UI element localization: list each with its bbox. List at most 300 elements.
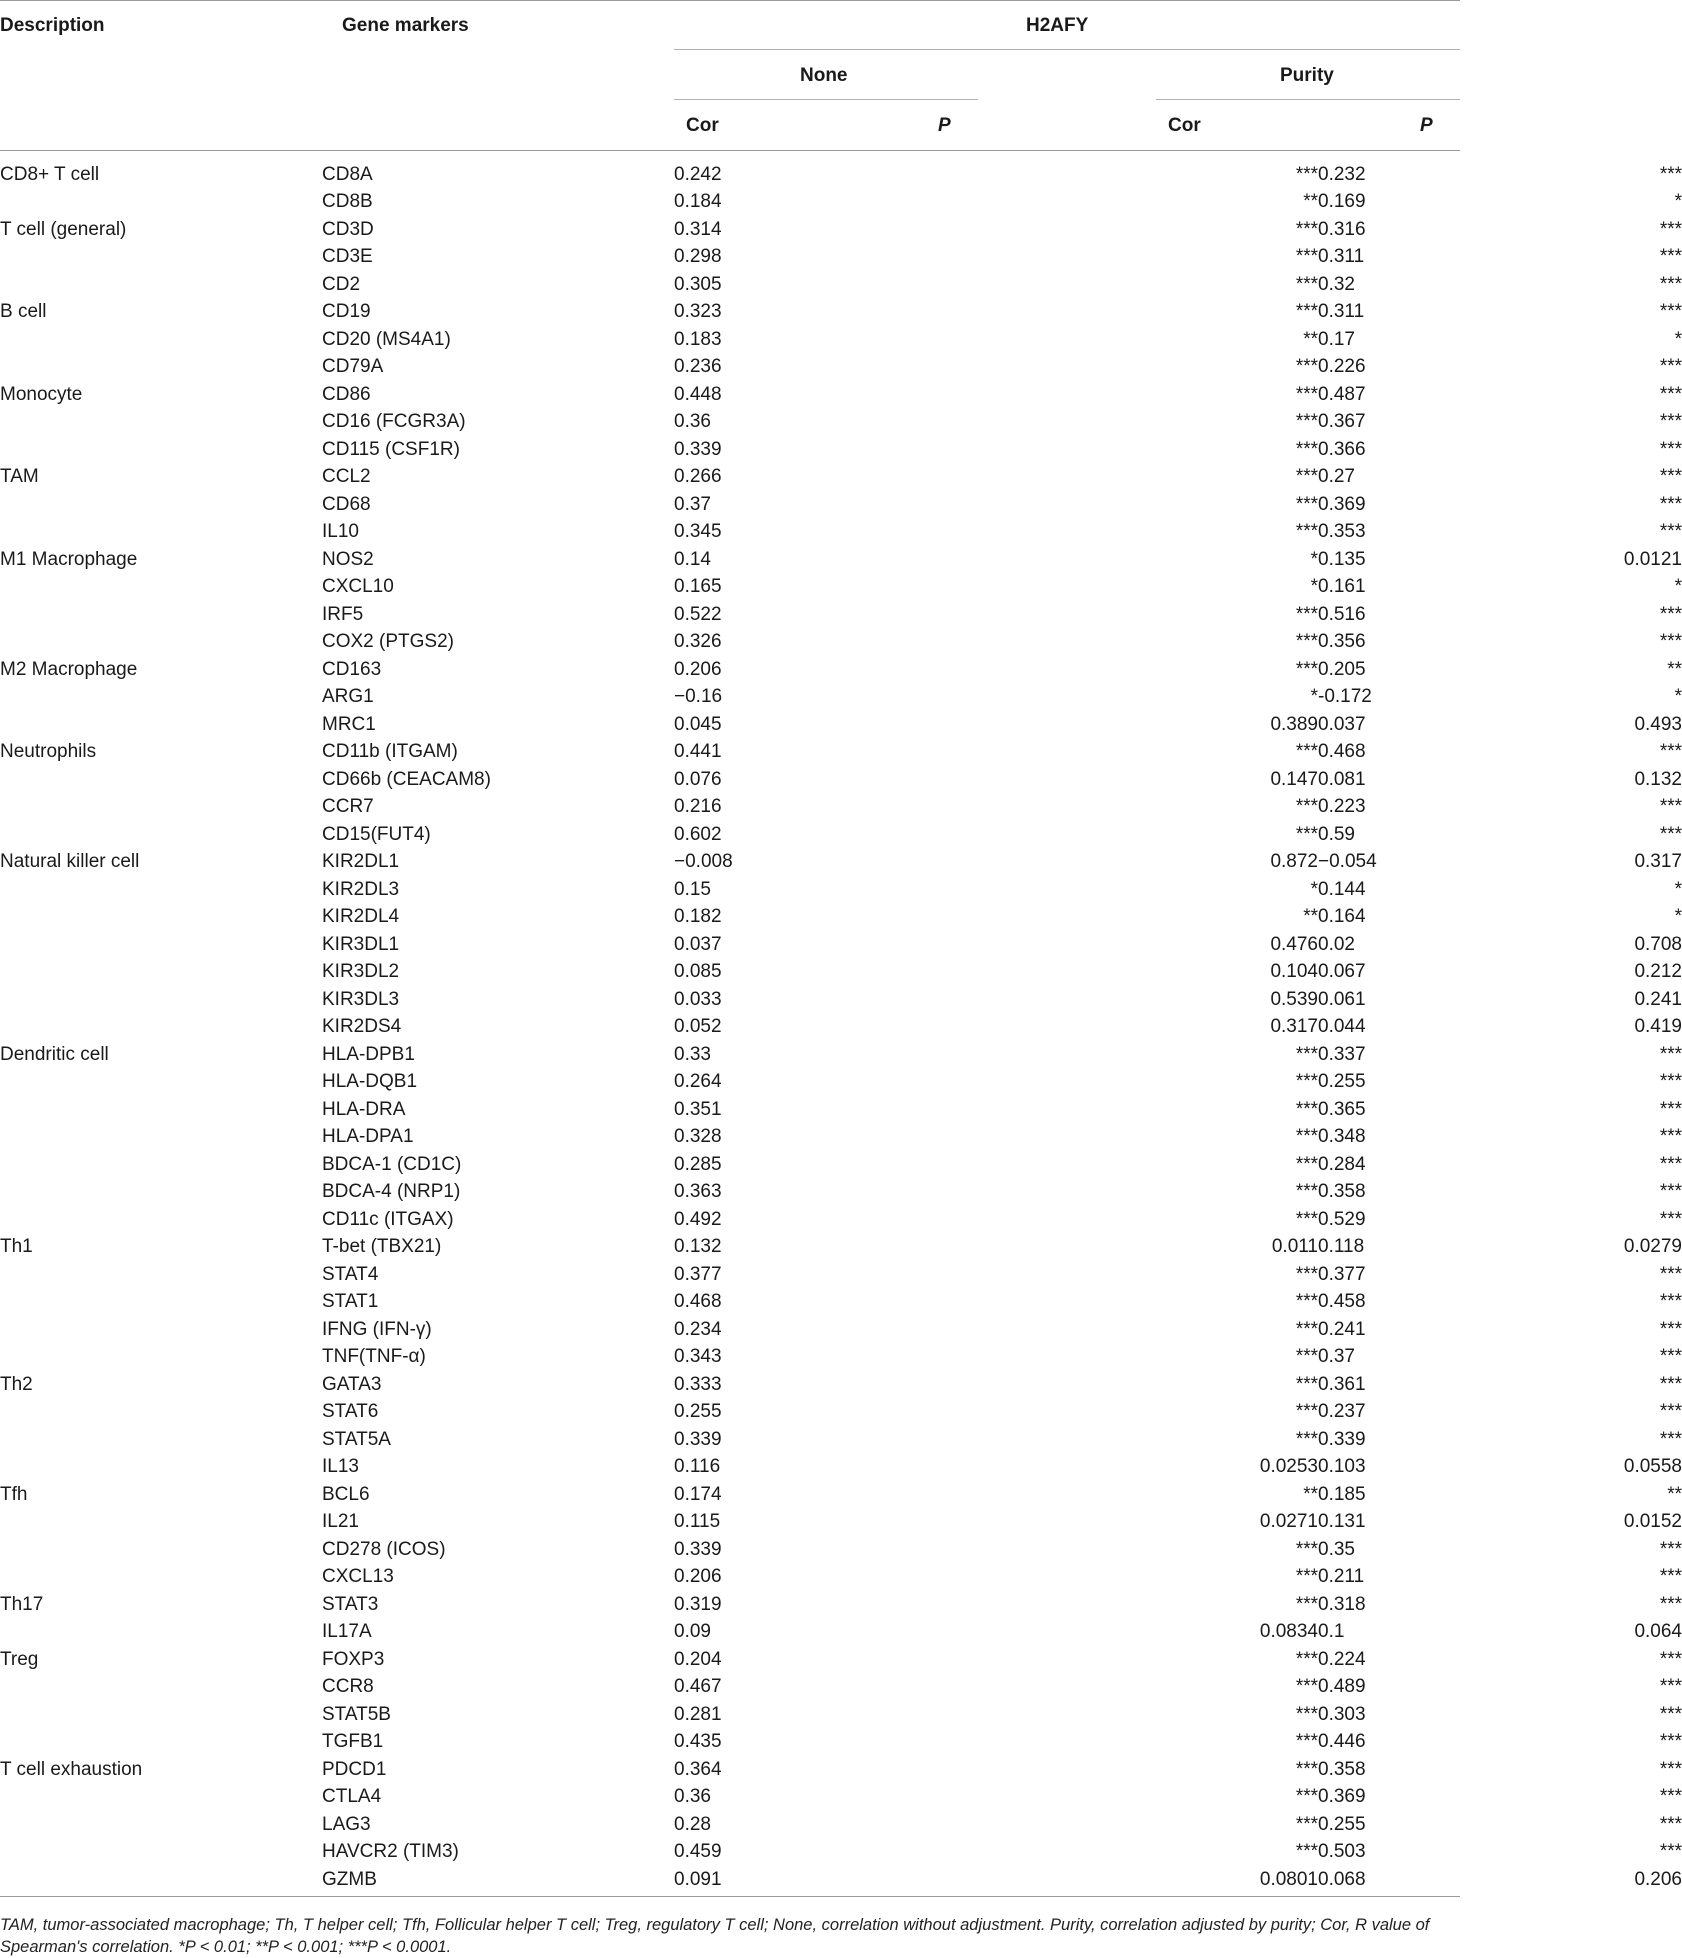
cell-gene-marker: CD115 (CSF1R)	[322, 438, 460, 460]
cell-p-purity: ***	[1659, 1373, 1682, 1395]
cell-gene-marker: CD8B	[322, 191, 373, 213]
cell-cor-purity: 0.377	[1318, 1263, 1366, 1285]
cell-description	[0, 1619, 322, 1647]
table-row	[0, 1069, 1682, 1097]
header-bottom-rule	[0, 150, 1460, 151]
cell-gene-marker: CD11b (ITGAM)	[322, 741, 458, 763]
cell-cor-none: 0.459	[674, 1841, 722, 1863]
cell-cor-purity: 0.223	[1318, 796, 1366, 818]
cell-p-purity: ***	[1659, 1731, 1682, 1753]
cell-p-purity: *	[1674, 906, 1682, 928]
cell-gene-marker: MRC1	[322, 713, 376, 735]
cell-cor-purity: 0.318	[1318, 1593, 1366, 1615]
top-rule	[0, 0, 1460, 1]
table-row	[0, 299, 1682, 327]
cell-cor-purity: 0.337	[1318, 1043, 1366, 1065]
cell-p-none: ***	[1295, 1346, 1318, 1368]
cell-description: CD8+ T cell	[0, 163, 100, 185]
header-gene-markers: Gene markers	[342, 15, 469, 36]
table-row	[0, 1014, 1682, 1042]
cell-p-purity: ***	[1659, 246, 1682, 268]
cell-cor-none: 0.345	[674, 521, 722, 543]
cell-description: Natural killer cell	[0, 851, 140, 873]
cell-description: Th17	[0, 1593, 44, 1615]
cell-p-none: 0.317	[1270, 1016, 1318, 1038]
cell-p-purity: ***	[1659, 1676, 1682, 1698]
cell-gene-marker: IRF5	[322, 603, 364, 625]
cell-cor-none: 0.339	[674, 438, 722, 460]
cell-cor-none: 0.281	[674, 1703, 722, 1725]
cell-gene-marker: CD20 (MS4A1)	[322, 328, 451, 350]
cell-cor-none: 0.323	[674, 301, 722, 323]
cell-p-none: ***	[1295, 301, 1318, 323]
cell-cor-none: 0.234	[674, 1318, 722, 1340]
cell-cor-purity: 0.1	[1318, 1621, 1345, 1643]
cell-cor-none: 0.448	[674, 383, 722, 405]
cell-description: M2 Macrophage	[0, 658, 138, 680]
cell-gene-marker: HLA-DQB1	[322, 1071, 418, 1093]
header-purity-rule	[1156, 99, 1460, 100]
cell-p-purity: ***	[1659, 1291, 1682, 1313]
cell-gene-marker: HLA-DRA	[322, 1098, 406, 1120]
cell-p-purity: 0.708	[1634, 933, 1682, 955]
cell-description	[0, 354, 322, 382]
cell-cor-none: 0.206	[674, 658, 722, 680]
cell-p-purity: ***	[1659, 1538, 1682, 1560]
cell-gene-marker: IL13	[322, 1456, 359, 1478]
cell-gene-marker: STAT1	[322, 1291, 379, 1313]
cell-gene-marker: TGFB1	[322, 1731, 384, 1753]
cell-cor-purity: 0.303	[1318, 1703, 1366, 1725]
cell-p-purity: 0.206	[1634, 1868, 1682, 1890]
table-row	[0, 244, 1682, 272]
cell-cor-purity: 0.17	[1318, 328, 1355, 350]
cell-p-none: ***	[1295, 1758, 1318, 1780]
header-cor-none: Cor	[686, 115, 719, 136]
cell-description	[0, 1839, 322, 1867]
cell-gene-marker: CD86	[322, 383, 371, 405]
cell-cor-none: 0.115	[674, 1511, 721, 1533]
header-span-rule	[674, 49, 1460, 50]
cell-p-none: ***	[1295, 658, 1318, 680]
cell-cor-none: 0.165	[674, 576, 722, 598]
cell-p-none: ***	[1295, 1593, 1318, 1615]
table-row	[0, 464, 1682, 492]
cell-description	[0, 1509, 322, 1537]
cell-cor-none: 0.085	[674, 961, 722, 983]
cell-gene-marker: HLA-DPA1	[322, 1126, 414, 1148]
cell-description	[0, 711, 322, 739]
cell-p-none: ***	[1295, 1731, 1318, 1753]
cell-p-purity: *	[1674, 328, 1682, 350]
cell-p-none: ***	[1295, 1566, 1318, 1588]
cell-cor-purity: 0.516	[1318, 603, 1366, 625]
cell-cor-none: 0.328	[674, 1126, 722, 1148]
cell-gene-marker: KIR3DL3	[322, 988, 400, 1010]
table-row	[0, 326, 1682, 354]
cell-p-none: ***	[1295, 383, 1318, 405]
cell-p-none: ***	[1295, 246, 1318, 268]
cell-p-purity: ***	[1659, 218, 1682, 240]
table-row	[0, 1866, 1682, 1894]
cell-cor-purity: 0.348	[1318, 1126, 1366, 1148]
cell-gene-marker: CD3D	[322, 218, 374, 240]
cell-cor-none: 0.174	[674, 1483, 722, 1505]
table-row	[0, 1234, 1682, 1262]
cell-description	[0, 1866, 322, 1894]
table-row	[0, 1536, 1682, 1564]
cell-gene-marker: T-bet (TBX21)	[322, 1236, 442, 1258]
cell-cor-purity: 0.255	[1318, 1071, 1366, 1093]
cell-description	[0, 326, 322, 354]
cell-cor-purity: 0.205	[1318, 658, 1366, 680]
table-row	[0, 1811, 1682, 1839]
cell-p-none: ***	[1295, 273, 1318, 295]
cell-description	[0, 1096, 322, 1124]
cell-p-none: ***	[1295, 1071, 1318, 1093]
cell-cor-purity: 0.118	[1318, 1236, 1365, 1258]
cell-p-none: ***	[1295, 1318, 1318, 1340]
cell-description	[0, 931, 322, 959]
cell-p-purity: 0.419	[1634, 1016, 1682, 1038]
cell-p-none: *	[1310, 878, 1318, 900]
cell-description	[0, 1811, 322, 1839]
cell-cor-none: −0.16	[674, 686, 723, 708]
table-row	[0, 711, 1682, 739]
cell-p-none: 0.0834	[1259, 1621, 1318, 1643]
cell-gene-marker: STAT3	[322, 1593, 379, 1615]
cell-p-none: ***	[1295, 1401, 1318, 1423]
cell-p-purity: ***	[1659, 823, 1682, 845]
cell-description: Tfh	[0, 1483, 28, 1505]
cell-p-purity: 0.064	[1634, 1621, 1682, 1643]
cell-p-none: ***	[1295, 1181, 1318, 1203]
cell-cor-none: 0.33	[674, 1043, 711, 1065]
cell-p-none: ***	[1295, 823, 1318, 845]
table-row	[0, 1151, 1682, 1179]
cell-gene-marker: STAT4	[322, 1263, 379, 1285]
cell-p-purity: ***	[1659, 1566, 1682, 1588]
cell-cor-purity: 0.284	[1318, 1153, 1366, 1175]
cell-p-purity: ***	[1659, 1126, 1682, 1148]
cell-cor-none: 0.305	[674, 273, 722, 295]
cell-description	[0, 1206, 322, 1234]
cell-p-none: ***	[1295, 521, 1318, 543]
table-row	[0, 1454, 1682, 1482]
cell-cor-none: 0.242	[674, 163, 722, 185]
table-row	[0, 1756, 1682, 1784]
cell-cor-none: 0.435	[674, 1731, 722, 1753]
cell-gene-marker: KIR2DL4	[322, 906, 400, 928]
cell-p-none: 0.104	[1270, 961, 1318, 983]
cell-p-purity: ***	[1659, 1181, 1682, 1203]
cell-p-purity: ***	[1659, 796, 1682, 818]
cell-gene-marker: COX2 (PTGS2)	[322, 631, 454, 653]
cell-p-none: ***	[1295, 466, 1318, 488]
cell-gene-marker: BCL6	[322, 1483, 370, 1505]
header-p-purity: P	[1420, 115, 1433, 136]
table-row	[0, 1041, 1682, 1069]
cell-p-purity: ***	[1659, 301, 1682, 323]
table-row	[0, 794, 1682, 822]
cell-gene-marker: KIR3DL1	[322, 933, 400, 955]
cell-p-none: ***	[1295, 1813, 1318, 1835]
cell-p-purity: ***	[1659, 383, 1682, 405]
cell-p-purity: ***	[1659, 521, 1682, 543]
cell-cor-none: 0.441	[674, 741, 722, 763]
cell-cor-purity: 0.487	[1318, 383, 1366, 405]
cell-cor-purity: 0.037	[1318, 713, 1366, 735]
table-row	[0, 931, 1682, 959]
cell-p-purity: 0.212	[1634, 961, 1682, 983]
cell-cor-purity: 0.503	[1318, 1841, 1366, 1863]
cell-gene-marker: CD19	[322, 301, 371, 323]
cell-p-purity: ***	[1659, 1318, 1682, 1340]
cell-cor-purity: 0.161	[1318, 576, 1366, 598]
cell-cor-purity: 0.311	[1318, 301, 1365, 323]
cell-cor-none: 0.183	[674, 328, 722, 350]
cell-p-none: ***	[1295, 1538, 1318, 1560]
cell-cor-none: 0.14	[674, 548, 711, 570]
cell-cor-none: 0.492	[674, 1208, 722, 1230]
cell-gene-marker: HAVCR2 (TIM3)	[322, 1841, 459, 1863]
cell-gene-marker: CCR7	[322, 796, 374, 818]
cell-cor-none: 0.216	[674, 796, 722, 818]
table-row	[0, 821, 1682, 849]
cell-p-none: ***	[1295, 1786, 1318, 1808]
cell-cor-purity: 0.27	[1318, 466, 1355, 488]
cell-cor-none: 0.182	[674, 906, 722, 928]
cell-description	[0, 1399, 322, 1427]
table-row	[0, 1289, 1682, 1317]
table-row	[0, 629, 1682, 657]
table-row	[0, 1646, 1682, 1674]
cell-gene-marker: CD66b (CEACAM8)	[322, 768, 491, 790]
cell-description: Dendritic cell	[0, 1043, 109, 1065]
cell-gene-marker: PDCD1	[322, 1758, 387, 1780]
cell-p-purity: *	[1674, 878, 1682, 900]
cell-p-none: ***	[1295, 1648, 1318, 1670]
table-row	[0, 1619, 1682, 1647]
cell-p-purity: ***	[1659, 1703, 1682, 1725]
cell-description: Th1	[0, 1236, 33, 1258]
cell-cor-none: 0.091	[674, 1868, 722, 1890]
cell-description	[0, 876, 322, 904]
cell-p-none: 0.0801	[1259, 1868, 1318, 1890]
table-row	[0, 904, 1682, 932]
cell-p-purity: 0.0121	[1623, 548, 1682, 570]
table-row	[0, 519, 1682, 547]
cell-cor-purity: 0.356	[1318, 631, 1366, 653]
cell-description	[0, 1316, 322, 1344]
cell-p-none: ***	[1295, 438, 1318, 460]
cell-gene-marker: CD79A	[322, 356, 384, 378]
table-row	[0, 1509, 1682, 1537]
cell-cor-none: 0.28	[674, 1813, 711, 1835]
cell-cor-purity: 0.367	[1318, 411, 1366, 433]
cell-p-none: *	[1310, 576, 1318, 598]
cell-p-purity: ***	[1659, 603, 1682, 625]
cell-gene-marker: FOXP3	[322, 1648, 385, 1670]
cell-cor-none: 0.351	[674, 1098, 722, 1120]
cell-p-purity: ***	[1659, 1428, 1682, 1450]
cell-p-purity: ***	[1659, 273, 1682, 295]
cell-p-purity: *	[1674, 686, 1682, 708]
cell-cor-none: 0.255	[674, 1401, 722, 1423]
cell-p-purity: ***	[1659, 631, 1682, 653]
cell-p-purity: 0.493	[1634, 713, 1682, 735]
cell-p-none: ***	[1295, 1841, 1318, 1863]
cell-cor-none: 0.36	[674, 411, 711, 433]
cell-description: Treg	[0, 1648, 39, 1670]
cell-gene-marker: CD15(FUT4)	[322, 823, 431, 845]
table-row	[0, 271, 1682, 299]
cell-description	[0, 986, 322, 1014]
cell-description	[0, 1261, 322, 1289]
cell-description: Neutrophils	[0, 741, 97, 763]
cell-description: TAM	[0, 466, 39, 488]
cell-p-none: ***	[1295, 411, 1318, 433]
cell-cor-purity: 0.489	[1318, 1676, 1366, 1698]
cell-p-none: **	[1303, 1483, 1318, 1505]
data-table	[0, 161, 1682, 1894]
cell-p-none: ***	[1295, 1208, 1318, 1230]
cell-cor-purity: 0.044	[1318, 1016, 1366, 1038]
cell-gene-marker: GZMB	[322, 1868, 377, 1890]
cell-description: T cell (general)	[0, 218, 127, 240]
table-row	[0, 849, 1682, 877]
cell-description	[0, 271, 322, 299]
cell-description	[0, 1426, 322, 1454]
cell-p-none: ***	[1295, 1291, 1318, 1313]
cell-p-purity: *	[1674, 576, 1682, 598]
cell-cor-purity: 0.316	[1318, 218, 1366, 240]
cell-gene-marker: CD68	[322, 493, 371, 515]
cell-p-purity: ***	[1659, 1208, 1682, 1230]
cell-p-purity: ***	[1659, 1593, 1682, 1615]
cell-cor-none: 0.285	[674, 1153, 722, 1175]
cell-description	[0, 1069, 322, 1097]
cell-p-none: ***	[1295, 1043, 1318, 1065]
cell-cor-none: 0.339	[674, 1428, 722, 1450]
cell-gene-marker: CTLA4	[322, 1786, 382, 1808]
cell-cor-purity: 0.135	[1318, 548, 1366, 570]
cell-description	[0, 1151, 322, 1179]
cell-gene-marker: KIR2DS4	[322, 1016, 402, 1038]
cell-p-purity: ***	[1659, 1786, 1682, 1808]
table-row	[0, 1344, 1682, 1372]
cell-cor-purity: 0.339	[1318, 1428, 1366, 1450]
cell-cor-none: 0.045	[674, 713, 722, 735]
table-row	[0, 959, 1682, 987]
cell-gene-marker: CCL2	[322, 466, 371, 488]
cell-description	[0, 1536, 322, 1564]
cell-gene-marker: CXCL10	[322, 576, 394, 598]
table-row	[0, 189, 1682, 217]
cell-cor-purity: 0.169	[1318, 191, 1366, 213]
cell-p-none: **	[1303, 328, 1318, 350]
cell-cor-none: 0.09	[674, 1621, 711, 1643]
table-row	[0, 1316, 1682, 1344]
table-row	[0, 876, 1682, 904]
cell-cor-purity: 0.131	[1318, 1511, 1366, 1533]
table-row	[0, 1371, 1682, 1399]
table-row	[0, 1124, 1682, 1152]
cell-description	[0, 1564, 322, 1592]
cell-p-none: ***	[1295, 603, 1318, 625]
cell-description	[0, 1674, 322, 1702]
cell-cor-none: 0.037	[674, 933, 722, 955]
cell-p-none: ***	[1295, 1373, 1318, 1395]
cell-gene-marker: CCR8	[322, 1676, 374, 1698]
cell-p-purity: ***	[1659, 356, 1682, 378]
cell-description	[0, 1124, 322, 1152]
cell-cor-purity: 0.446	[1318, 1731, 1366, 1753]
cell-description	[0, 189, 322, 217]
cell-p-purity: ***	[1659, 493, 1682, 515]
header-description: Description	[0, 15, 105, 36]
cell-gene-marker: CD8A	[322, 163, 373, 185]
cell-gene-marker: CD3E	[322, 246, 373, 268]
table-row	[0, 1564, 1682, 1592]
cell-p-purity: ***	[1659, 1401, 1682, 1423]
table-row	[0, 354, 1682, 382]
cell-p-none: ***	[1295, 1263, 1318, 1285]
table-row	[0, 1096, 1682, 1124]
header-group-purity: Purity	[1280, 65, 1334, 86]
cell-gene-marker: KIR3DL2	[322, 961, 400, 983]
header-none-rule	[674, 99, 978, 100]
header-cor-purity: Cor	[1168, 115, 1201, 136]
cell-p-none: ***	[1295, 1676, 1318, 1698]
cell-p-none: 0.011	[1271, 1236, 1318, 1258]
table-row	[0, 436, 1682, 464]
cell-cor-purity: 0.369	[1318, 1786, 1366, 1808]
cell-p-purity: ***	[1659, 438, 1682, 460]
table-row	[0, 1206, 1682, 1234]
cell-gene-marker: IFNG (IFN-γ)	[322, 1318, 432, 1340]
cell-description	[0, 436, 322, 464]
cell-description: T cell exhaustion	[0, 1758, 143, 1780]
table-row	[0, 1674, 1682, 1702]
table-footnote: TAM, tumor-associated macrophage; Th, T helper cell; Tfh, Follicular helper T cell; Treg, regulatory T cell; None, correlation without adjustment. Purity, correlation adjusted by purity; Cor, R value of Spearman's correlation. *P < 0.01; **P < 0.001; ***P < 0.0001.	[0, 1916, 1430, 1956]
cell-p-none: ***	[1295, 356, 1318, 378]
cell-p-none: ***	[1295, 218, 1318, 240]
cell-cor-none: 0.602	[674, 823, 722, 845]
cell-gene-marker: KIR2DL3	[322, 878, 400, 900]
cell-p-purity: ***	[1659, 741, 1682, 763]
cell-p-purity: ***	[1659, 1153, 1682, 1175]
cell-p-none: 0.539	[1270, 988, 1318, 1010]
cell-description	[0, 684, 322, 712]
cell-gene-marker: HLA-DPB1	[322, 1043, 415, 1065]
cell-p-none: 0.0271	[1259, 1511, 1318, 1533]
cell-description: B cell	[0, 301, 47, 323]
cell-p-purity: ***	[1659, 411, 1682, 433]
table-row	[0, 601, 1682, 629]
cell-cor-purity: 0.361	[1318, 1373, 1366, 1395]
cell-description	[0, 1289, 322, 1317]
cell-cor-purity: 0.358	[1318, 1758, 1366, 1780]
cell-description	[0, 519, 322, 547]
cell-cor-none: 0.364	[674, 1758, 722, 1780]
cell-p-none: ***	[1295, 1153, 1318, 1175]
cell-cor-none: 0.314	[674, 218, 722, 240]
cell-cor-purity: 0.353	[1318, 521, 1366, 543]
cell-cor-purity: 0.067	[1318, 961, 1366, 983]
cell-description	[0, 601, 322, 629]
cell-p-none: **	[1303, 191, 1318, 213]
